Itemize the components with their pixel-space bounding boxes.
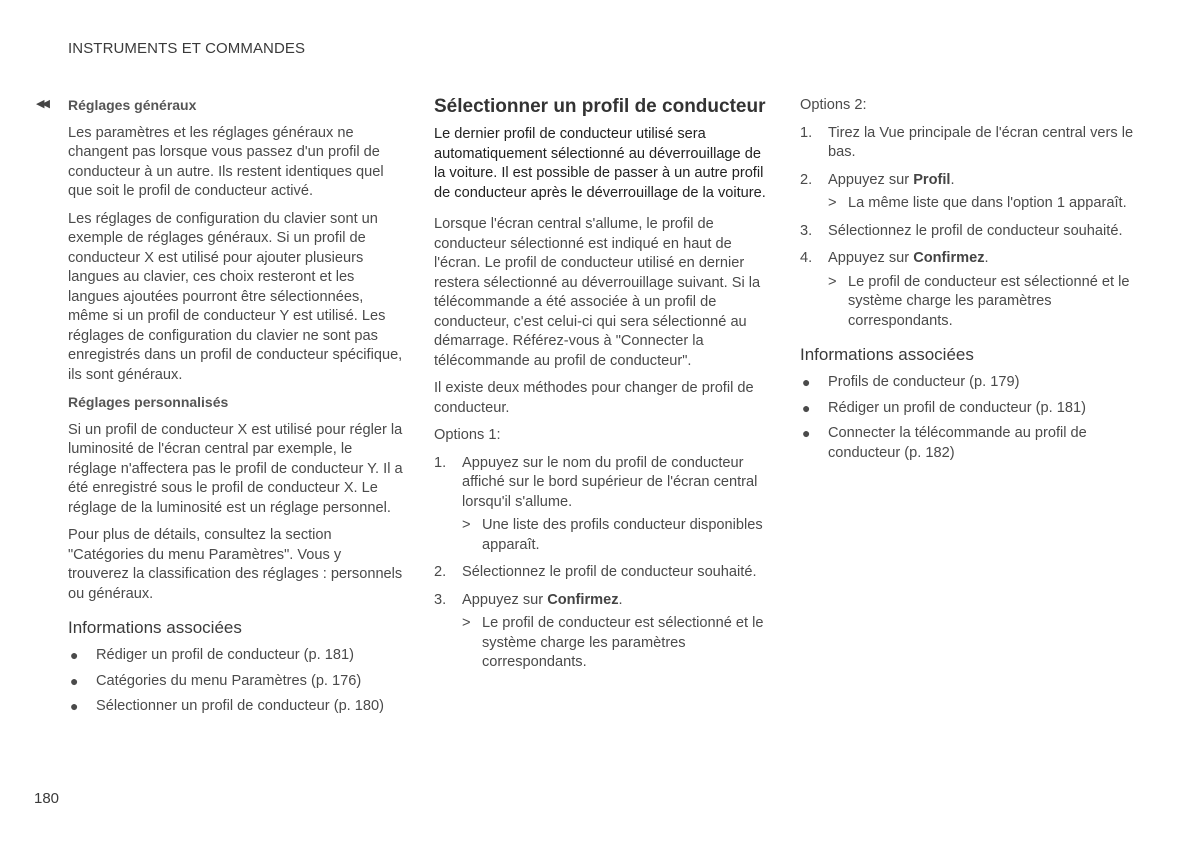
result-arrow-icon: > [828, 273, 837, 290]
related-info-list [800, 373, 1136, 463]
related-info-heading: Informations associées [800, 345, 974, 364]
bullet-icon: ● [70, 698, 79, 714]
options-2-step-2: 2. Appuyez sur Profil. > La même liste que dans l'option 1 apparaît. [800, 171, 1136, 214]
related-link[interactable]: ● Catégories du menu Paramètres (p. 176) [68, 672, 404, 692]
options-2-label: Options 2: [800, 97, 867, 113]
body-paragraph-2: Il existe deux méthodes pour changer de profil de conducteur. [434, 380, 754, 416]
related-link[interactable]: ● Profils de conducteur (p. 179) [800, 373, 1136, 393]
related-link[interactable]: ● Sélectionner un profil de conducteur (p. 180) [68, 697, 404, 717]
section-header: INSTRUMENTS ET COMMANDES [68, 40, 306, 57]
bullet-icon: ● [802, 374, 811, 390]
step-result: > Le profil de conducteur est sélectionné et le système charge les paramètres correspondants. [462, 615, 764, 670]
column-left [68, 96, 404, 723]
confirm-label: Confirmez [547, 591, 619, 608]
column-middle [434, 96, 770, 681]
step-result: > Une liste des profils conducteur disponibles apparaît. [462, 517, 763, 553]
personal-settings-heading: Réglages personnalisés [68, 394, 229, 410]
related-info-list [68, 646, 404, 717]
options-2-step-1: 1. Tirez la Vue principale de l'écran central vers le bas. [800, 124, 1134, 160]
profile-label: Profil [913, 171, 951, 188]
step-result: > La même liste que dans l'option 1 apparaît. [828, 194, 1136, 214]
continued-icon: ◀◀ [36, 98, 47, 110]
options-2-step-4: 4. Appuyez sur Confirmez. > Le profil de conducteur est sélectionné et le système charge les paramètres correspondants. [800, 249, 1136, 331]
related-info-heading: Informations associées [68, 618, 242, 637]
column-right [800, 96, 1136, 469]
result-arrow-icon: > [828, 195, 837, 211]
intro-paragraph: Le dernier profil de conducteur utilisé sera automatiquement sélectionné au déverrouillage de la voiture. Il est possible de passer à un autre profil de conducteur après le déverrouillage de la voiture. [434, 126, 766, 201]
step-result: > Le profil de conducteur est sélectionné et le système charge les paramètres correspondants. [828, 273, 1130, 329]
general-settings-heading: Réglages généraux [68, 97, 197, 113]
options-1-step-2: 2. Sélectionnez le profil de conducteur souhaité. [434, 564, 757, 580]
confirm-label: Confirmez [913, 250, 985, 266]
related-link[interactable]: ● Connecter la télécommande au profil de conducteur (p. 182) [802, 425, 1087, 461]
page-number: 180 [34, 790, 60, 807]
related-link[interactable]: ● Rédiger un profil de conducteur (p. 181) [800, 399, 1136, 419]
body-paragraph-1: Lorsque l'écran central s'allume, le profil de conducteur sélectionné est indiqué en haut de l'écran. Le profil de conducteur utilisé en dernier restera sélectionné au déverrouillage suivant. Si la télécommande a été associée à un profil de conducteur, c'est celui-ci qui sera sélectionné au démarrage. Référez-vous à "Connecter la télécommande au profil de conducteur". [434, 216, 761, 369]
options-1-step-1: 1. Appuyez sur le nom du profil de conducteur affiché sur le bord supérieur de l'écran central lorsqu'il s'allume. > Une liste des profils conducteur disponibles apparaît. [434, 454, 770, 556]
related-link[interactable]: ● Rédiger un profil de conducteur (p. 181) [68, 646, 404, 666]
general-settings-paragraph-1: Les paramètres et les réglages généraux ne changent pas lorsque vous passez d'un profil de conducteur à un autre. Ils restent identiques quel que soit le profil de conducteur activé. [68, 124, 384, 199]
section-title: Sélectionner un profil de conducteur [434, 96, 766, 117]
bullet-icon: ● [802, 425, 811, 441]
options-1-label: Options 1: [434, 427, 501, 443]
result-arrow-icon: > [462, 517, 471, 533]
personal-settings-paragraph-1: Si un profil de conducteur X est utilisé pour régler la luminosité de l'écran central par exemple, le réglage n'affectera pas le profil de conducteur Y. Il a été enregistré sous le profil de conducteur X. Le réglage de la luminosité est un réglage personnel. [68, 421, 403, 516]
bullet-icon: ● [70, 672, 79, 689]
options-1-step-3: 3. Appuyez sur Confirmez. > Le profil de conducteur est sélectionné et le système charge les paramètres correspondants. [434, 591, 770, 673]
bullet-icon: ● [70, 647, 79, 663]
personal-settings-paragraph-2: Pour plus de détails, consultez la section "Catégories du menu Paramètres". Vous y trouverez la classification des réglages : personnels ou généraux. [68, 527, 403, 602]
result-arrow-icon: > [462, 615, 471, 631]
bullet-icon: ● [802, 399, 811, 416]
options-2-step-3: 3. Sélectionnez le profil de conducteur souhaité. [800, 222, 1123, 239]
general-settings-paragraph-2: Les réglages de configuration du clavier sont un exemple de réglages généraux. Si un profil de conducteur X est utilisé pour ajouter plusieurs langues au clavier, ces choix resteront et les langues ajoutées pourront être sélectionnées, même si un profil de conducteur Y est utilisé. Les réglages de configuration du clavier ne sont pas enregistrés dans un profil de conducteur spécifique, ils sont généraux. [68, 210, 403, 383]
